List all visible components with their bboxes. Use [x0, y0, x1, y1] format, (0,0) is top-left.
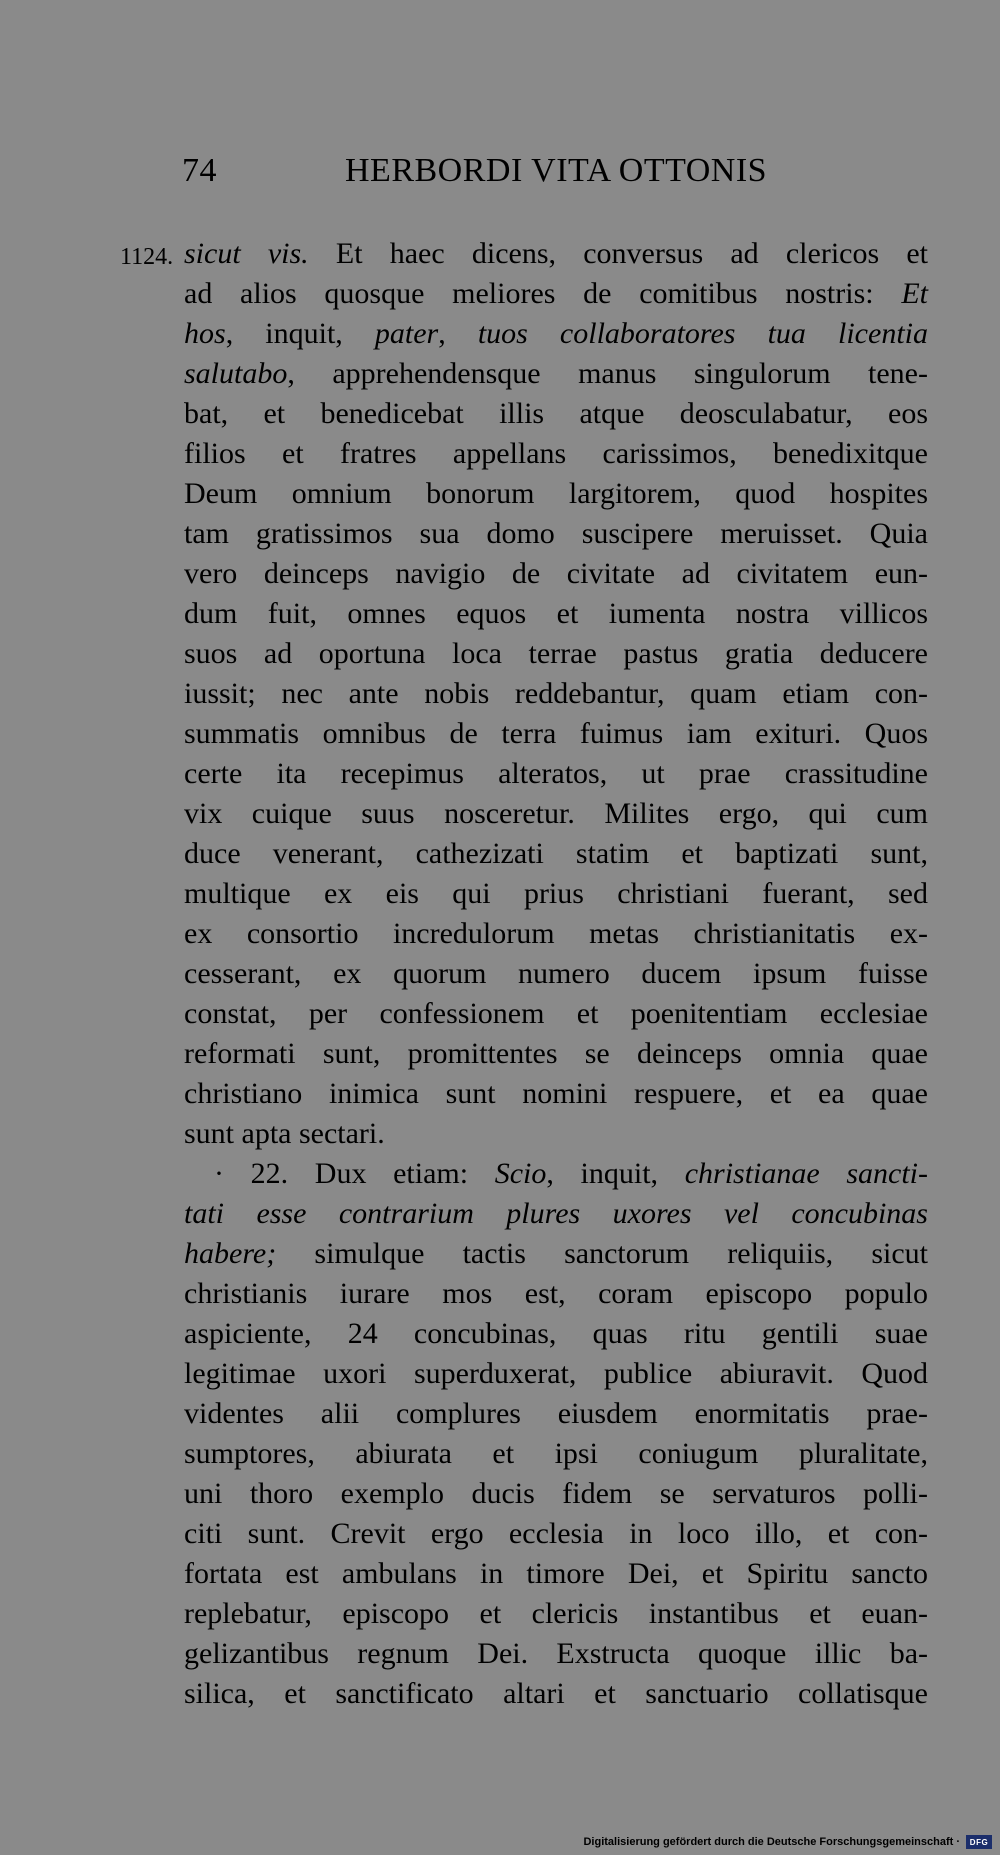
margin-year-note: 1124. [120, 244, 174, 270]
page-number: 74 [182, 152, 217, 189]
text-line [184, 1314, 928, 1354]
dfg-logo-icon: DFG [966, 1835, 992, 1849]
text-segment: gelizantibus regnum Dei. Exstructa quoque illic ba- [184, 1637, 928, 1670]
text-line [184, 1194, 928, 1234]
footer-credit: Digitalisierung gefördert durch die Deutsche Forschungsgemeinschaft · [583, 1836, 960, 1848]
text-segment: , inquit, [546, 1157, 685, 1190]
text-segment: Et haec dicens, conversus ad clericos et [308, 237, 928, 270]
text-segment: suos ad oportuna loca terrae pastus gratia deducere [184, 637, 928, 670]
italic-segment: pater [374, 317, 439, 350]
text-line [184, 1034, 928, 1074]
text-line [184, 1114, 928, 1154]
italic-segment: christianae sancti- [684, 1157, 928, 1190]
text-line [184, 714, 928, 754]
text-segment: sumptores, abiurata et ipsi coniugum pluralitate, [184, 1437, 928, 1470]
text-line [184, 1394, 928, 1434]
italic-segment: salutabo [184, 357, 288, 390]
text-segment: sunt apta sectari. [184, 1117, 385, 1150]
text-segment: christiano inimica sunt nomini respuere, et ea quae [184, 1077, 928, 1110]
text-segment: simulque tactis sanctorum reliquiis, sicut [276, 1237, 928, 1270]
text-line [184, 954, 928, 994]
text-segment: citi sunt. Crevit ergo ecclesia in loco illo, et con- [184, 1517, 928, 1550]
text-line [184, 274, 928, 314]
text-segment: iussit; nec ante nobis reddebantur, quam etiam con- [184, 677, 928, 710]
text-line [184, 1234, 928, 1274]
italic-segment: sicut vis. [184, 237, 309, 270]
text-segment: replebatur, episcopo et clericis instantibus et euan- [184, 1597, 928, 1630]
text-line [184, 234, 928, 274]
italic-segment: Scio [494, 1157, 547, 1190]
italic-segment: hos [184, 317, 226, 350]
text-line [184, 874, 928, 914]
text-segment: ad alios quosque meliores de comitibus nostris: [184, 277, 902, 310]
text-segment: uni thoro exemplo ducis fidem se servaturos polli- [184, 1477, 928, 1510]
text-line [184, 1274, 928, 1314]
text-line [184, 914, 928, 954]
running-title: HERBORDI VITA OTTONIS [345, 152, 768, 189]
text-segment: bat, et benedicebat illis atque deosculabatur, eos [184, 397, 928, 430]
text-line [184, 1634, 928, 1674]
text-line [184, 1434, 928, 1474]
text-segment: cesserant, ex quorum numero ducem ipsum fuisse [184, 957, 928, 990]
text-segment: legitimae uxori superduxerat, publice abiuravit. Quod [184, 1357, 928, 1390]
text-line [184, 1554, 928, 1594]
text-line [184, 1154, 928, 1194]
body-text [184, 234, 928, 1714]
text-line [184, 354, 928, 394]
text-line [184, 1514, 928, 1554]
text-line [184, 1674, 928, 1714]
italic-segment: habere; [184, 1237, 277, 1270]
text-segment: aspiciente, 24 concubinas, quas ritu gentili suae [184, 1317, 928, 1350]
text-line [184, 474, 928, 514]
text-line [184, 1354, 928, 1394]
italic-segment: tati esse contrarium plures uxores vel concubinas [184, 1197, 928, 1230]
text-line [184, 554, 928, 594]
text-segment: multique ex eis qui prius christiani fuerant, sed [184, 877, 928, 910]
text-segment: summatis omnibus de terra fuimus iam exituri. Quos [184, 717, 928, 750]
text-line [184, 394, 928, 434]
running-head [182, 152, 768, 200]
text-line [184, 834, 928, 874]
text-line [184, 674, 928, 714]
text-segment: ex consortio incredulorum metas christianitatis ex- [184, 917, 928, 950]
text-segment: tam gratissimos sua domo suscipere meruisset. Quia [184, 517, 928, 550]
text-segment: Deum omnium bonorum largitorem, quod hospites [184, 477, 928, 510]
text-line [184, 1074, 928, 1114]
text-segment: reformati sunt, promittentes se deinceps omnia quae [184, 1037, 928, 1070]
text-line [184, 314, 928, 354]
text-segment: vero deinceps navigio de civitate ad civitatem eun- [184, 557, 928, 590]
text-segment: certe ita recepimus alteratos, ut prae crassitudine [184, 757, 928, 790]
digitization-footer [583, 1833, 992, 1851]
italic-segment: tuos collaboratores tua licentia [477, 317, 928, 350]
text-segment: vix cuique suus nosceretur. Milites ergo, qui cum [184, 797, 928, 830]
text-segment: christianis iurare mos est, coram episcopo populo [184, 1277, 928, 1310]
text-segment: fortata est ambulans in timore Dei, et Spiritu sancto [184, 1557, 928, 1590]
text-segment: filios et fratres appellans carissimos, benedixitque [184, 437, 928, 470]
text-segment: , apprehendensque manus singulorum tene- [287, 357, 928, 390]
text-line [184, 794, 928, 834]
text-line [184, 514, 928, 554]
text-line [184, 994, 928, 1034]
text-line [184, 1594, 928, 1634]
text-segment: dum fuit, omnes equos et iumenta nostra villicos [184, 597, 928, 630]
text-line [184, 754, 928, 794]
text-segment: , [438, 317, 478, 350]
text-line [184, 434, 928, 474]
text-segment: silica, et sanctificato altari et sanctuario collatisque [184, 1677, 928, 1710]
text-line [184, 594, 928, 634]
text-segment: duce venerant, cathezizati statim et baptizati sunt, [184, 837, 928, 870]
text-segment: videntes alii complures eiusdem enormitatis prae- [184, 1397, 928, 1430]
text-line [184, 634, 928, 674]
text-segment: · 22. Dux etiam: [214, 1157, 495, 1190]
text-segment: constat, per confessionem et poenitentiam ecclesiae [184, 997, 928, 1030]
italic-segment: Et [901, 277, 928, 310]
text-segment: , inquit, [225, 317, 375, 350]
text-line [184, 1474, 928, 1514]
